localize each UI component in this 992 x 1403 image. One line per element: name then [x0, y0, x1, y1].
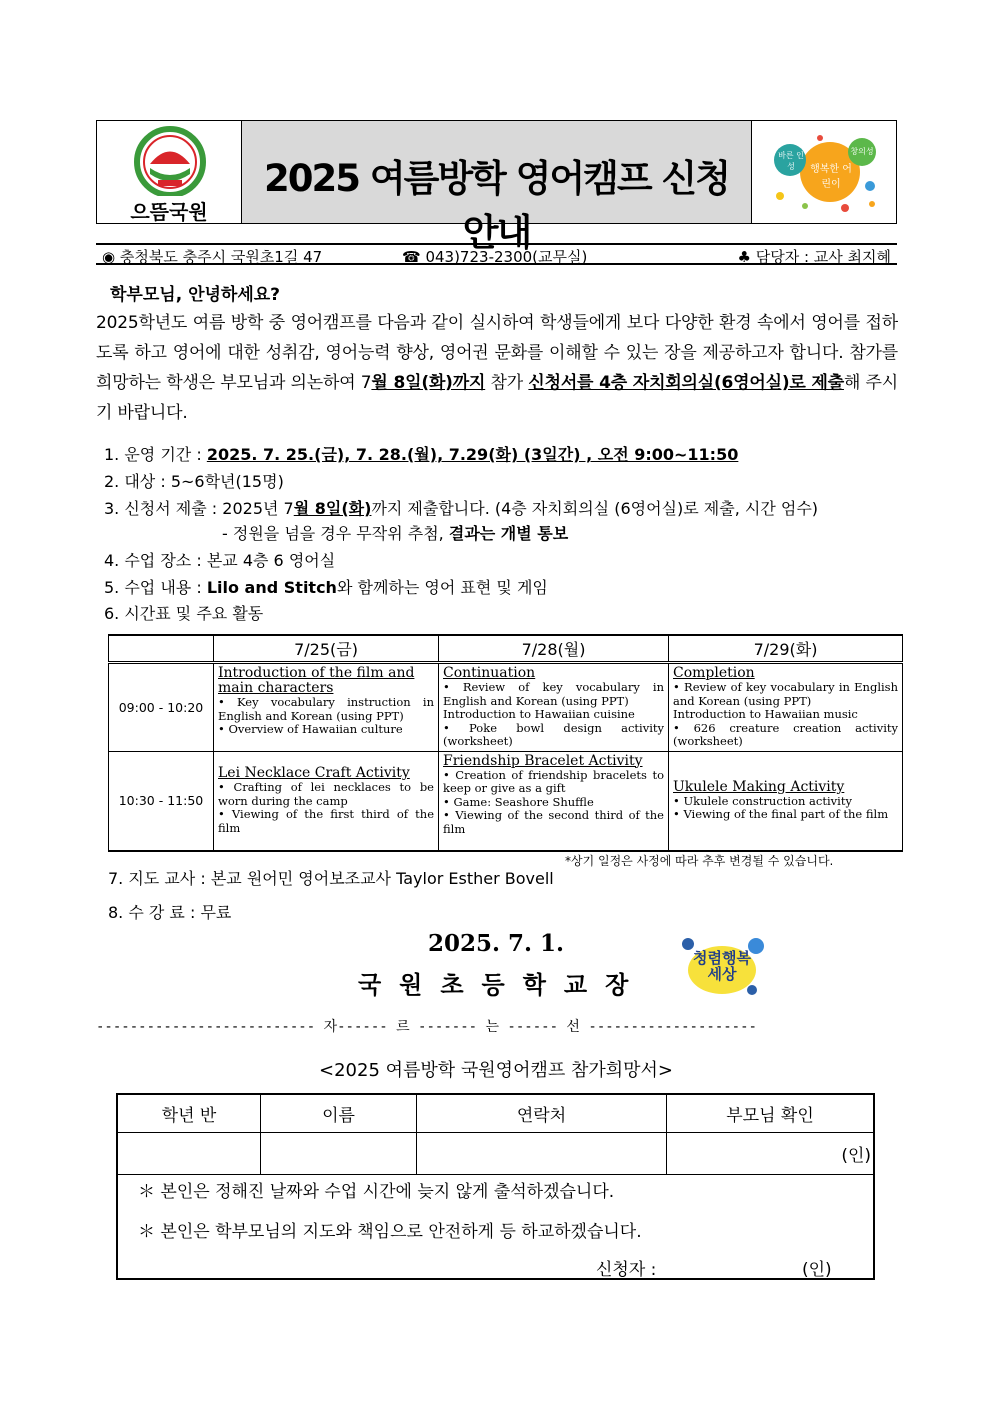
schedule-note: *상기 일정은 사정에 따라 추후 변경될 수 있습니다. — [565, 854, 834, 868]
phone: ☎ 043)723-2300(교무실) — [402, 248, 588, 266]
page-title: 2025 여름방학 영어캠프 신청 안내 — [263, 157, 730, 254]
schedule-cell: Friendship Bracelet Activity • Creation of friendship bracelets to keep or give as a gift • Game: Seashore Shuffle • Viewing of the second third of the film — [439, 751, 669, 851]
intro-submit: 신청서를 4층 자치회의실(6영어실)로 제출 — [528, 373, 844, 393]
item-content: 5. 수업 내용 : Lilo and Stitch와 함께하는 영어 표현 및 게임 — [104, 578, 548, 597]
cut-line: -------------------------- 자------ 르 ------- 는 ------ 선 -------------------- — [96, 1019, 757, 1035]
schedule-table — [108, 634, 903, 852]
item-submission: 3. 신청서 제출 : 2025년 7월 8일(화)까지 제출합니다. (4층 자치회의실 (6영어실)로 제출, 시간 엄수) — [104, 499, 819, 518]
intro-paragraph — [96, 308, 898, 428]
item-teacher: 7. 지도 교사 : 본교 원어민 영어보조교사 Taylor Esther Bovell — [108, 869, 554, 888]
motto-label-1: 바른 인성 — [778, 151, 804, 171]
item-period: 1. 운영 기간 : 2025. 7. 25.(금), 7. 28.(월), 7.29(화) (3일간) , 오전 9:00~11:50 — [104, 445, 739, 464]
applicant-label: 신청자 : — [596, 1260, 657, 1280]
parent-seal-field[interactable]: (인) — [667, 1132, 875, 1174]
document-date: 2025. 7. 1. — [427, 930, 565, 957]
intro-text-2: 참가 — [485, 373, 529, 393]
form-header: 연락처 — [417, 1094, 667, 1132]
greeting: 학부모님, 안녕하세요? — [110, 285, 281, 305]
school-emblem-icon — [120, 124, 220, 196]
pledge-2: ＊ 본인은 학부모님의 지도와 책임으로 안전하게 등 하교하겠습니다. — [138, 1222, 642, 1242]
schedule-cell: Continuation • Review of key vocabulary in English and Korean (using PPT) Introduction to Hawaiian cuisine • Poke bowl design activity (worksheet) — [439, 663, 669, 752]
item-schedule-heading: 6. 시간표 및 주요 활동 — [104, 604, 264, 623]
motto-label-2: 행복한 어린이 — [810, 164, 852, 190]
signer: 국원초등학교장 — [358, 970, 647, 999]
schedule-day-header: 7/28(월) — [439, 635, 669, 663]
item-fee: 8. 수 강 료 : 무료 — [108, 903, 232, 922]
intro-deadline: 월 8일(화)까지 — [371, 373, 486, 393]
item-location: 4. 수업 장소 : 본교 4층 6 영어실 — [104, 551, 336, 570]
schedule-row — [109, 663, 903, 752]
schedule-day-header: 7/25(금) — [214, 635, 439, 663]
schedule-day-header: 7/29(화) — [669, 635, 903, 663]
schedule-row — [109, 751, 903, 851]
schedule-corner — [109, 635, 214, 663]
schedule-time: 09:00 - 10:20 — [109, 663, 214, 752]
school-logo-text: 으뜸국원 — [130, 200, 208, 224]
contact-field[interactable] — [417, 1132, 667, 1174]
item-target: 2. 대상 : 5~6학년(15명) — [104, 472, 284, 491]
schedule-cell: Lei Necklace Craft Activity • Crafting of lei necklaces to be worn during the camp • Viewing of the first third of the film — [214, 751, 439, 851]
application-form — [116, 1093, 875, 1175]
intro-text-3: 해 주시기 바랍니다. — [96, 373, 899, 423]
schedule-cell: Completion • Review of key vocabulary in English and Korean (using PPT) Introduction to Hawaiian music • 626 creature creation activity (worksheet) — [669, 663, 903, 752]
pledge-box — [116, 1173, 875, 1280]
schedule-cell: Introduction of the film and main characters • Key vocabulary instruction in English and Korean (using PPT) • Overview of Hawaiian culture — [214, 663, 439, 752]
intro-text-1: 2025학년도 여름 방학 중 영어캠프를 다음과 같이 실시하여 학생들에게 보다 다양한 환경 속에서 영어를 접하도록 하고 영어에 대한 성취감, 영어능력 향상, 영어권 문화를 이해할 수 있는 장을 제공하고자 합니다. 참가를 희망하는 학생은 부모님과 의논하여 7 — [96, 313, 898, 393]
address: ◉ 충청북도 충주시 국원초1길 47 — [102, 248, 323, 266]
name-field[interactable] — [261, 1132, 417, 1174]
form-header: 학년 반 — [117, 1094, 261, 1132]
form-header: 부모님 확인 — [667, 1094, 875, 1132]
grade-class-field[interactable] — [117, 1132, 261, 1174]
pledge-1: ＊ 본인은 정해진 날짜와 수업 시간에 늦지 않게 출석하겠습니다. — [138, 1182, 615, 1202]
form-header: 이름 — [261, 1094, 417, 1132]
stamp-text: 청렴행복세상 — [693, 949, 751, 983]
schedule-cell: Ukulele Making Activity • Ukulele construction activity • Viewing of the final part of the film — [669, 751, 903, 851]
item-lottery: - 정원을 넘을 경우 무작위 추첨, 결과는 개별 통보 — [222, 524, 569, 543]
contact: ♣ 담당자 : 교사 최지혜 — [737, 248, 891, 266]
schedule-time: 10:30 - 11:50 — [109, 751, 214, 851]
applicant-seal[interactable]: (인) — [802, 1260, 832, 1280]
motto-label-3: 창의성 — [850, 147, 874, 156]
form-title: <2025 여름방학 국원영어캠프 참가희망서> — [319, 1060, 673, 1081]
info-bar — [96, 243, 897, 265]
